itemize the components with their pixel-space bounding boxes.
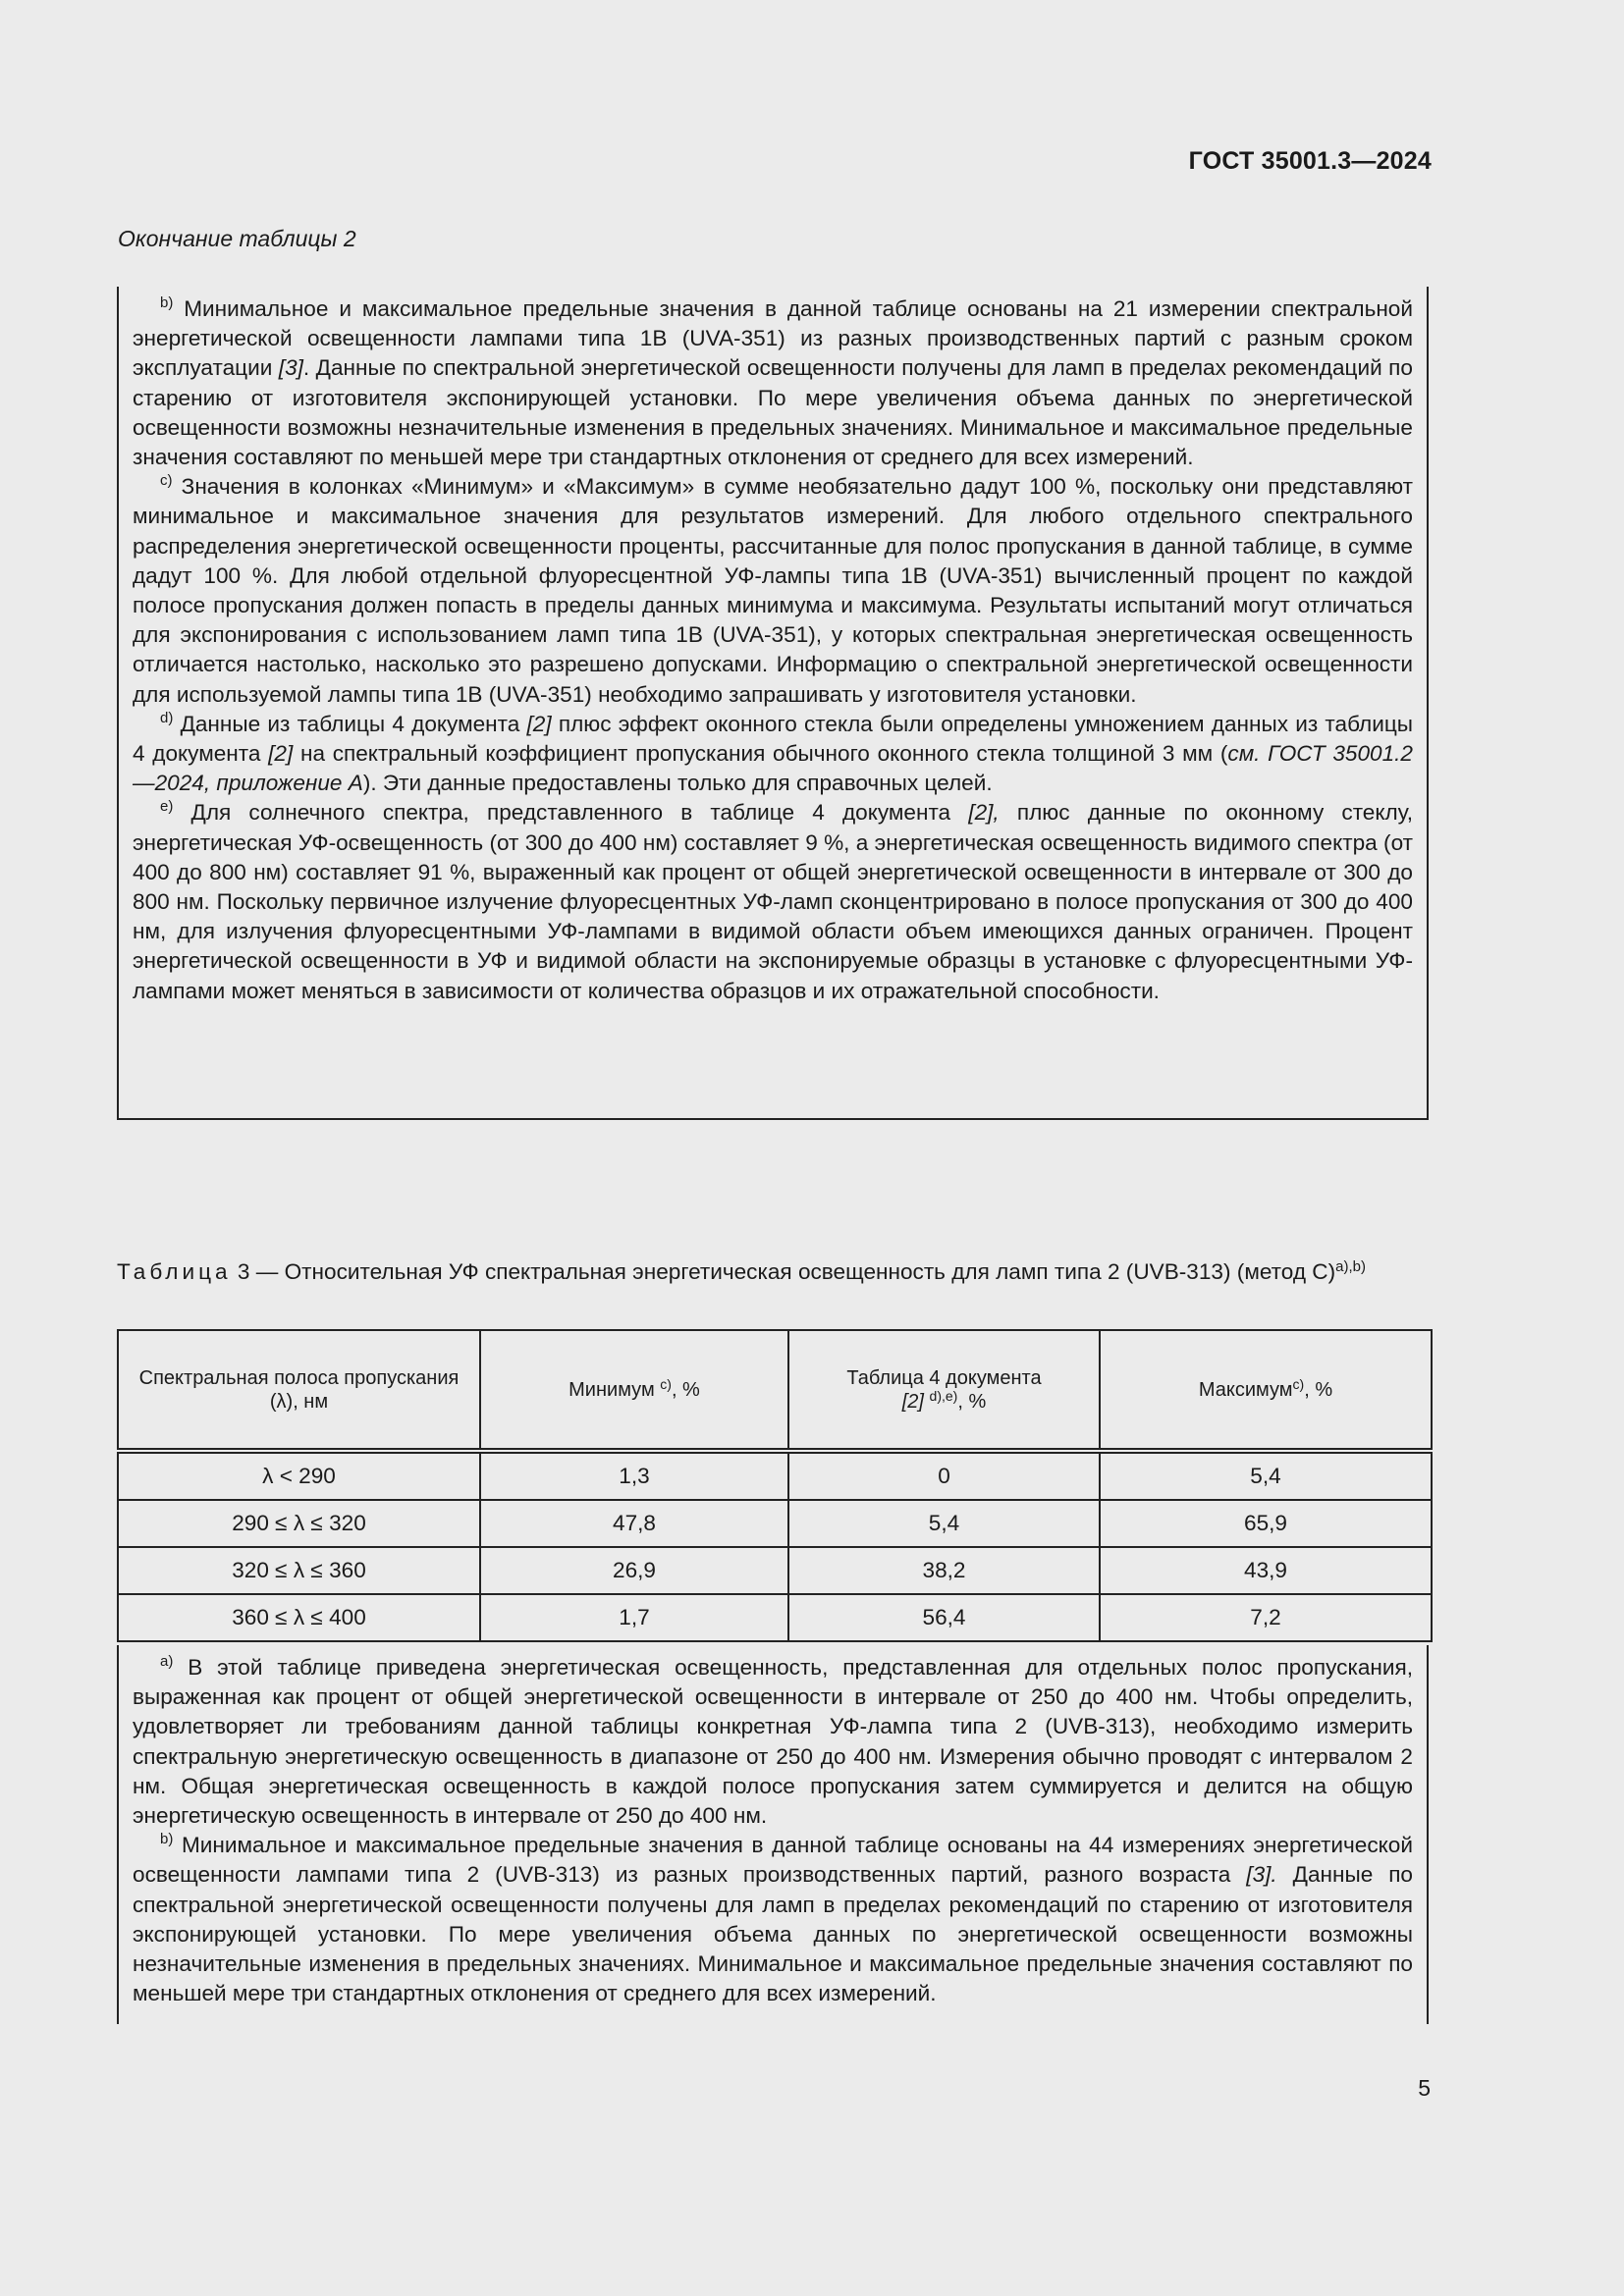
footnote-mark: b) <box>160 294 174 311</box>
cell-band: 320 ≤ λ ≤ 360 <box>118 1547 480 1594</box>
header-reference: [2] <box>901 1390 924 1413</box>
footnote-text: Для солнечного спектра, представленного в таблице 4 документа <box>190 800 969 826</box>
footnote-text: ). Эти данные предоставлены только для справочных целей. <box>362 771 993 796</box>
header-footnote-mark: d),e) <box>929 1387 958 1404</box>
cell-min: 26,9 <box>480 1547 788 1594</box>
cell-max: 5,4 <box>1100 1451 1432 1500</box>
cell-doc: 38,2 <box>788 1547 1100 1594</box>
cell-min: 47,8 <box>480 1500 788 1547</box>
header-unit: , % <box>957 1390 987 1413</box>
header-text: Максимум <box>1198 1378 1293 1401</box>
cell-doc: 56,4 <box>788 1594 1100 1641</box>
cell-min: 1,3 <box>480 1451 788 1500</box>
reference: [3]. <box>1246 1862 1277 1888</box>
header-footnote-mark: c) <box>1292 1375 1305 1392</box>
standard-reference: см. ГОСТ 35001.2—2024, приложение А <box>133 741 1413 796</box>
col-header-band <box>118 1330 480 1451</box>
cell-max: 43,9 <box>1100 1547 1432 1594</box>
footnote-mark: e) <box>160 798 174 816</box>
footnote-c <box>133 472 1413 710</box>
table-row <box>118 1500 1432 1547</box>
cell-band: λ < 290 <box>118 1451 480 1500</box>
footnote-text: Значения в колонках «Минимум» и «Максимум» в сумме необязательно дадут 100 %, поскольку они представляют минимальное и максимальное значения для результатов измерений. Для любого отдельного спектрального распределения энергетической освещенности проценты, рассчитанные для полос пропускания в данной таблице, в сумме дадут 100 %. Для любой отдельной флуоресцентной УФ-лампы типа 1В (UVA-351) вычисленный процент по каждой полосе пропускания должен попасть в пределы данных минимума и максимума. Результаты испытаний могут отличаться для экспонирования с использованием ламп типа 1В (UVA-351), у которых спектральная энергетическая освещенность отличается настолько, насколько это разрешено допусками. Информацию о спектральной энергетической освещенности для используемой лампы типа 1В (UVA-351) необходимо запрашивать у изготовителя установки. <box>133 474 1413 707</box>
caption-footnote-marks: a),b) <box>1335 1258 1366 1275</box>
col-header-doc-table4 <box>788 1330 1100 1451</box>
footnote-a <box>133 1653 1413 1831</box>
cell-max: 65,9 <box>1100 1500 1432 1547</box>
table-row <box>118 1451 1432 1500</box>
reference: [2], <box>968 800 1000 826</box>
footnote-d <box>133 710 1413 799</box>
col-header-max <box>1100 1330 1432 1451</box>
table3 <box>117 1329 1433 1642</box>
col-header-min <box>480 1330 788 1451</box>
table2-footnotes <box>117 287 1429 1120</box>
footnote-mark: d) <box>160 709 174 726</box>
footnote-text: . Данные по спектральной энергетической освещенности получены для ламп в пределах рекомендаций по старению от изготовителя экспонирующей установки. По мере увеличения объема данных по энергетической освещенности возможны незначительные изменения в предельных значениях. Минимальное и максимальное предельные значения составляют по меньшей мере три стандартных отклонения от среднего для всех измерений. <box>133 355 1413 470</box>
cell-doc: 0 <box>788 1451 1100 1500</box>
footnote-b <box>133 294 1413 472</box>
footnote-text: плюс данные по оконному стеклу, энергетическая УФ-освещенность (от 300 до 400 нм) составляет 9 %, а энергетическая освещенность видимого спектра (от 400 до 800 нм) составляет 91 %, выраженный как процент от общей энергетической освещенности в интервале от 300 до 800 нм. Поскольку первичное излучение флуоресцентных УФ-ламп сконцентрировано в полосе пропускания от 300 до 400 нм, для излучения флуоресцентными УФ-лампами в видимой области объем имеющихся данных ограничен. Процент энергетической освещенности в УФ и видимой области на экспонируемые образцы в установке с флуоресцентными УФ-лампами может меняться в зависимости от количества образцов и их отражательной способности. <box>133 800 1413 1003</box>
reference: [2] <box>268 741 294 767</box>
table-header-row <box>118 1330 1432 1451</box>
caption-number: 3 <box>237 1259 250 1284</box>
cell-band: 360 ≤ λ ≤ 400 <box>118 1594 480 1641</box>
footnote-text: Минимальное и максимальное предельные значения в данной таблице основаны на 21 измерении спектральной энергетической освещенности лампами типа 1В (UVA-351) из разных производственных партий с разным сроком эксплуатации <box>133 296 1413 381</box>
footnote-b <box>133 1831 1413 2008</box>
footnote-text: Данные по спектральной энергетической освещенности получены для ламп в пределах рекомендаций по старению от изготовителя экспонирующей установки. По мере увеличения объема данных по энергетической освещенности возможны незначительные изменения в предельных значениях. Минимальное и максимальное предельные значения составляют по меньшей мере три стандартных отклонения от среднего для всех измерений. <box>133 1862 1413 2006</box>
footnote-text: Данные из таблицы 4 документа <box>180 711 527 736</box>
cell-min: 1,7 <box>480 1594 788 1641</box>
header-text: Таблица 4 документа <box>846 1366 1042 1389</box>
footnote-text: В этой таблице приведена энергетическая освещенность, представленная для отдельных полос пропускания, выраженная как процент от общей энергетической освещенности в интервале от 250 до 400 нм. Чтобы определить, удовлетворяет ли требованиям данной таблицы конкретная УФ-лампа типа 2 (UVB-313), необходимо измерить спектральную энергетическую освещенность в диапазоне от 250 до 400 нм. Измерения обычно проводят с интервалом 2 нм. Общая энергетическая освещенность в каждой полосе пропускания затем суммируется и делится на общую энергетическую освещенность в интервале от 250 до 400 нм. <box>133 1655 1414 1829</box>
footnote-text: Минимальное и максимальное предельные значения в данной таблице основаны на 44 измерениях энергетической освещенности лампами типа 2 (UVB-313) из разных производственных партий, разного возраста <box>133 1833 1413 1888</box>
table-continuation-label: Окончание таблицы 2 <box>118 226 356 251</box>
header-text: Минимум <box>568 1378 655 1401</box>
reference: [2] <box>526 711 552 736</box>
table3-footnotes <box>117 1645 1429 2024</box>
header-unit: , % <box>671 1378 700 1401</box>
reference: [3] <box>278 355 303 381</box>
cell-doc: 5,4 <box>788 1500 1100 1547</box>
caption-text: — Относительная УФ спектральная энергетическая освещенность для ламп типа 2 (UVB-313) (метод С) <box>249 1259 1336 1284</box>
footnote-text: на спектральный коэффициент пропускания обычного оконного стекла толщиной 3 мм ( <box>293 741 1228 767</box>
cell-max: 7,2 <box>1100 1594 1432 1641</box>
cell-band: 290 ≤ λ ≤ 320 <box>118 1500 480 1547</box>
footnote-mark: a) <box>160 1653 174 1670</box>
header-unit: , % <box>1304 1378 1333 1401</box>
document-header: ГОСТ 35001.3—2024 <box>1188 147 1432 175</box>
header-footnote-mark: c) <box>660 1375 672 1392</box>
page-number: 5 <box>1418 2075 1431 2101</box>
footnote-text: плюс эффект оконного стекла были определены умножением данных из таблицы 4 документа <box>133 711 1413 767</box>
footnote-e <box>133 798 1413 1005</box>
table-row <box>118 1594 1432 1641</box>
table3-caption <box>117 1258 1429 1286</box>
table-row <box>118 1547 1432 1594</box>
header-text: Спектральная полоса пропускания (λ), нм <box>138 1366 460 1413</box>
footnote-mark: b) <box>160 1831 174 1848</box>
footnote-mark: c) <box>160 472 173 490</box>
caption-prefix: Таблица <box>117 1259 232 1284</box>
